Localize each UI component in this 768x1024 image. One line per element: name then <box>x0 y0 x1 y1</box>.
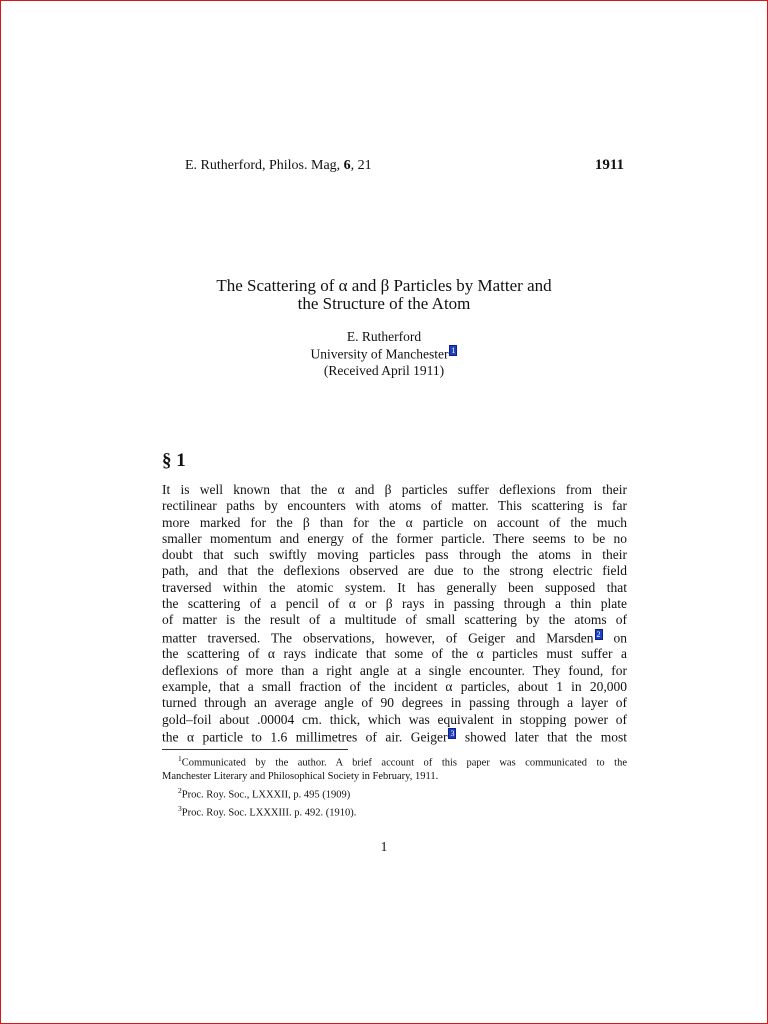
body-line: traversed within the atomic system. It has generally been supposed that <box>162 579 627 595</box>
footnote-number: 1 <box>178 754 182 763</box>
footnote-link-3[interactable]: 3 <box>450 728 455 738</box>
footnote-text: Proc. Roy. Soc. LXXXIII. p. 492. (1910). <box>181 807 357 818</box>
body-line: rectilinear paths by encounters with atoms of matter. This scattering is far <box>162 498 627 514</box>
body-text-fragment: showed later that the most <box>456 729 628 745</box>
footnote-text: Proc. Roy. Soc., LXXXII, p. 495 (1909) <box>181 789 351 800</box>
section-heading: § 1 <box>162 450 186 471</box>
running-header <box>185 157 624 174</box>
title-line-2: the Structure of the Atom <box>297 294 471 313</box>
footnote-divider <box>162 749 348 750</box>
body-line: doubt that such swiftly moving particles pass through the atoms in their <box>162 547 627 563</box>
body-line: smaller momentum and energy of the former particle. There seems to be no <box>162 530 627 546</box>
body-line <box>162 629 627 647</box>
title-line-1: The Scattering of α and β Particles by Matter and <box>216 276 552 295</box>
body-text-fragment: the α particle to 1.6 millimetres of air. Geiger <box>162 729 448 745</box>
footnote-3 <box>162 802 627 820</box>
affiliation-text: University of Manchester <box>310 346 449 362</box>
paper-title <box>141 277 627 313</box>
body-line: turned through an average angle of 90 degrees in passing through a layer of <box>162 695 627 711</box>
author-block <box>141 329 627 379</box>
footnote-1 <box>162 752 627 770</box>
citation-prefix: E. Rutherford, Philos. Mag, <box>185 158 344 173</box>
footnote-2 <box>162 784 627 802</box>
citation <box>185 158 372 174</box>
footnote-number: 3 <box>178 803 182 813</box>
body-line: path, and that the deflexions observed are due to the strong electric field <box>162 563 627 579</box>
body-line: gold–foil about .00004 cm. thick, which was equivalent in stopping power of <box>162 711 627 727</box>
body-line: the scattering of α rays indicate that some of the α particles must suffer a <box>162 646 627 662</box>
footnote-link-1[interactable]: 1 <box>451 346 456 355</box>
footnote-link-2[interactable]: 2 <box>596 629 601 639</box>
header-year: 1911 <box>594 157 624 173</box>
body-line <box>162 728 627 746</box>
body-line: the scattering of a pencil of α or β rays in passing through a thin plate <box>162 596 627 612</box>
footnote-number: 2 <box>178 785 182 795</box>
body-text-fragment: on <box>602 630 628 646</box>
received-date: (Received April 1911) <box>323 362 445 378</box>
body-line: deflexions of more than a right angle at a single encounter. They found, for <box>162 662 627 678</box>
page-number: 1 <box>380 839 388 854</box>
footnote-text: Communicated by the author. A brief account of this paper was communicated to the <box>181 757 627 769</box>
footnote-1-continued: Manchester Literary and Philosophical Society in February, 1911. <box>162 771 439 782</box>
body-line: It is well known that the α and β particles suffer deflexions from their <box>162 482 627 497</box>
body-line: example, that a small fraction of the incident α particles, about 1 in 20,000 <box>162 679 627 695</box>
author-name: E. Rutherford <box>346 329 422 344</box>
body-line: more marked for the β than for the α particle on account of the much <box>162 514 627 530</box>
citation-suffix: , 21 <box>350 158 372 173</box>
body-line: of matter is the result of a multitude of small scattering by the atoms of <box>162 612 627 628</box>
citation-volume: 6 <box>343 158 351 173</box>
body-text-fragment: matter traversed. The observations, however, of Geiger and Marsden <box>162 630 594 646</box>
author-affiliation <box>141 345 627 363</box>
body-text <box>162 482 627 746</box>
footnotes <box>162 752 627 820</box>
